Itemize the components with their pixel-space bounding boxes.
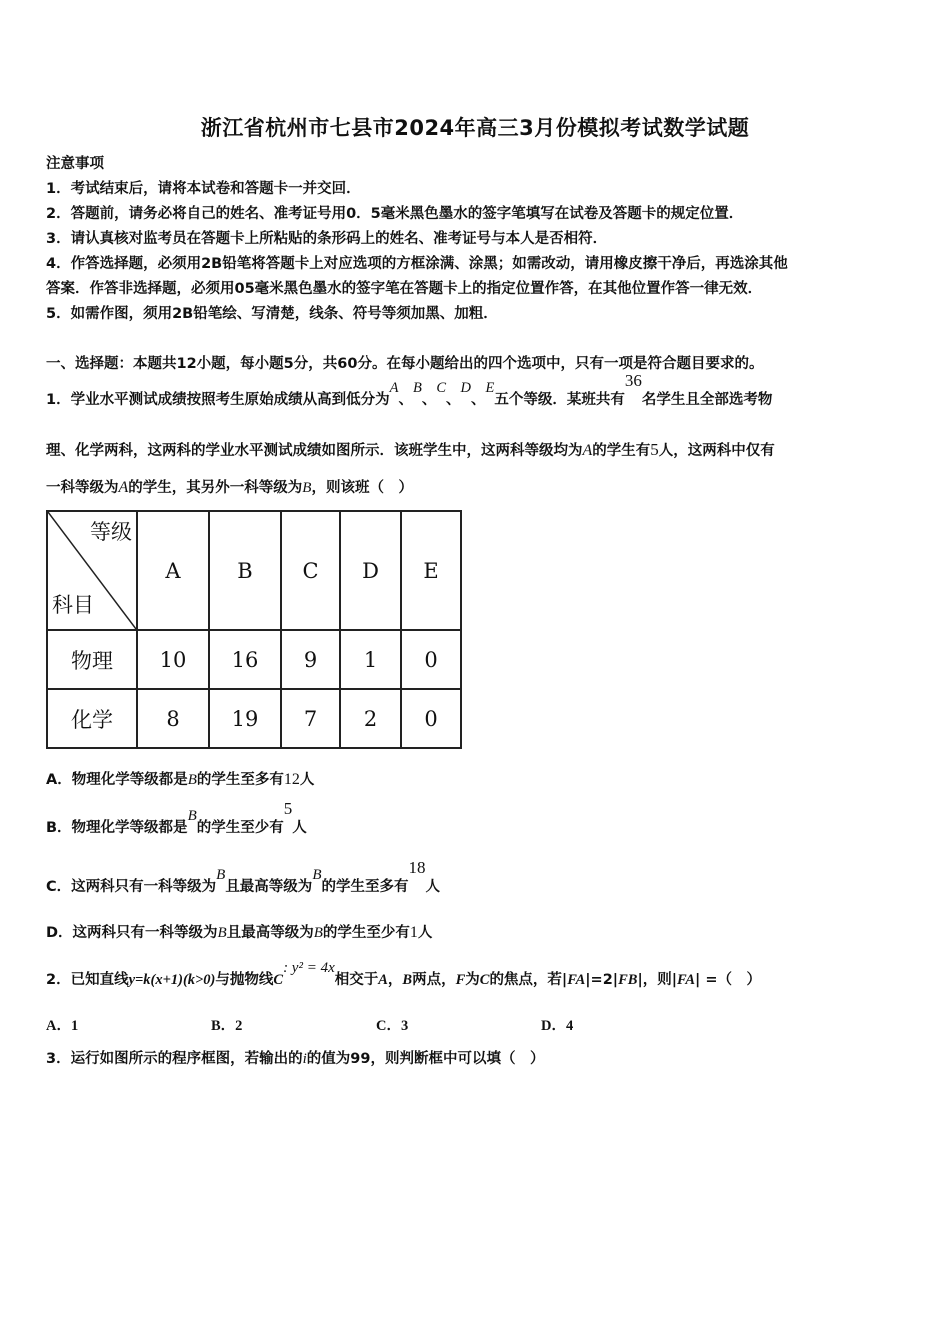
notice-item-4-cont: 答案．作答非选择题，必须用05毫米黑色墨水的签字笔在答题卡上的指定位置作答，在其他位置作答一律无效． [46,281,763,297]
table-cell: 19 [209,689,281,748]
table-cell: 8 [137,689,209,748]
column-header: B [209,511,281,630]
q3-text [46,1047,544,1068]
q1-line-2 [46,439,775,460]
var-b: B [312,867,322,883]
option-text: 人 [292,820,307,836]
table-header-row [47,511,461,630]
q2-option-b[interactable]: B．2 [211,1018,243,1034]
option-text: 人 [417,925,433,941]
q1-text-1: 1．学业水平测试成绩按照考生原始成绩从高到低分为 [46,392,390,408]
q1-text-7: 一科等级为 [46,480,119,496]
page-title: 浙江省杭州市七县市2024年高三3月份模拟考试数学试题 [200,116,750,140]
table-row [47,689,461,748]
grade-b: B [412,380,422,396]
row-subject: 化学 [47,689,137,748]
notice-heading: 注意事项 [46,156,104,172]
grade-e: E [485,380,495,396]
q2-text-4: ， [387,972,403,988]
option-text: D．这两科只有一科等级为 [46,925,218,941]
grade-c: C [436,380,446,396]
q2-text-3: 相交于 [334,972,379,988]
sep: 、 [421,392,437,408]
q2-text-9: |，则| [637,972,678,988]
q1-line-3 [46,476,413,497]
q2-text-8: |=2| [585,972,619,988]
q1-option-c[interactable] [46,858,440,896]
q2-option-a[interactable]: A．1 [46,1018,79,1034]
q1-line-1 [46,371,773,409]
q1-option-a[interactable] [46,768,314,789]
q1-text-4: 理、化学两科，这两科的学业水平测试成绩如图所示．该班学生中，这两科等级均为 [46,443,583,459]
option-text: 的学生至少有 [322,925,410,941]
point-b: B [402,972,413,988]
diagonal-header-cell [47,511,137,630]
column-header: D [340,511,401,630]
q3-text-2: 的值为99，则判断框中可以填（ ） [306,1051,545,1067]
table-cell: 0 [401,689,461,748]
table-cell: 10 [137,630,209,689]
option-number: 5 [283,799,293,818]
column-header: A [137,511,209,630]
var-a: A [118,479,129,496]
option-text: A．物理化学等级都是 [46,772,188,788]
section-heading: 一、选择题：本题共12小题，每小题5分，共60分。在每小题给出的四个选项中，只有一项是符合题目要求的。 [46,356,764,372]
option-number: 1 [409,924,418,941]
q1-text-8: 的学生，其另外一科等级为 [128,480,303,496]
option-number: 12 [283,771,300,788]
table-cell: 9 [281,630,340,689]
option-number: 18 [408,858,426,877]
notice-item-1: 1．考试结束后，请将本试卷和答题卡一并交回． [46,181,361,197]
q1-text-5: 的学生有 [592,443,651,459]
q2-curve-name: C [273,972,284,988]
sep: 、 [445,392,461,408]
q2-text [46,960,762,989]
var-b: B [302,480,312,496]
q1-option-b[interactable] [46,799,307,837]
column-header: E [401,511,461,630]
sep: 、 [470,392,486,408]
option-text: 的学生至少有 [196,820,284,836]
notice-item-5: 5．如需作图，须用2B铅笔绘、写清楚，线条、符号等须加黑、加粗． [46,306,498,322]
column-header: C [281,511,340,630]
q1-option-d[interactable] [46,921,432,942]
segment-fb: FB [618,972,638,988]
q2-option-c[interactable]: C．3 [376,1018,409,1034]
grade-d: D [460,380,471,396]
var-i: i [302,1051,307,1067]
var-b: B [313,925,323,941]
grade-a: A [389,380,399,396]
option-text: 的学生至多有 [196,772,284,788]
var-b: B [217,925,227,941]
q2-text-10: | =（ ） [695,972,762,988]
curve-c: C [479,972,490,988]
q1-text-9: ，则该班（ ） [311,480,413,496]
q2-text-5: 两点， [412,972,456,988]
q2-parabola-eq: : y² = 4x [283,960,335,976]
table-cell: 16 [209,630,281,689]
sep: 、 [398,392,413,408]
header-grade-label: 等级 [90,520,132,544]
row-subject: 物理 [47,630,137,689]
var-b: B [187,772,197,788]
q2-option-d[interactable]: D．4 [541,1018,574,1034]
table-row [47,630,461,689]
point-a: A [378,972,388,988]
notice-item-3: 3．请认真核对监考员在答题卡上所粘贴的条形码上的姓名、准考证号与本人是否相符． [46,231,608,247]
q1-text-6: 人，这两科中仅有 [658,443,775,459]
var-b: B [187,808,197,824]
var-a: A [582,442,593,459]
q1-count: 36 [624,371,642,390]
q1-text-3: 名学生且全部选考物 [641,392,773,408]
q2-text-6: 为 [465,972,480,988]
option-text: C．这两科只有一科等级为 [46,879,217,895]
option-text: 且最高等级为 [226,925,314,941]
table-cell: 1 [340,630,401,689]
segment-fa: FA [677,972,696,988]
num-5: 5 [650,440,659,459]
notice-item-4: 4．作答选择题，必须用2B铅笔将答题卡上对应选项的方框涂满、涂黑；如需改动，请用橡皮擦干净后，再选涂其他 [46,256,788,272]
table-cell: 7 [281,689,340,748]
header-subject-label: 科目 [52,593,94,617]
option-text: B．物理化学等级都是 [46,820,188,836]
q2-text-7: 的焦点，若| [489,972,568,988]
q2-text-2: 与抛物线 [215,972,274,988]
table-cell: 0 [401,630,461,689]
q2-line-eq: y=k(x+1)(k>0) [128,972,216,988]
q2-text-1: 2．已知直线 [46,972,129,988]
notice-item-2: 2．答题前，请务必将自己的姓名、准考证号用0．5毫米黑色墨水的签字笔填写在试卷及答题卡的规定位置． [46,206,744,222]
q3-text-1: 3．运行如图所示的程序框图，若输出的 [46,1051,303,1067]
table-cell: 2 [340,689,401,748]
segment-fa: FA [567,972,586,988]
option-text: 人 [425,879,440,895]
option-text: 的学生至多有 [321,879,409,895]
option-text: 且最高等级为 [225,879,313,895]
grades-table [46,510,462,749]
point-f: F [455,972,466,988]
var-b: B [216,867,226,883]
option-text: 人 [299,772,315,788]
q1-text-2: 五个等级．某班共有 [494,392,625,408]
